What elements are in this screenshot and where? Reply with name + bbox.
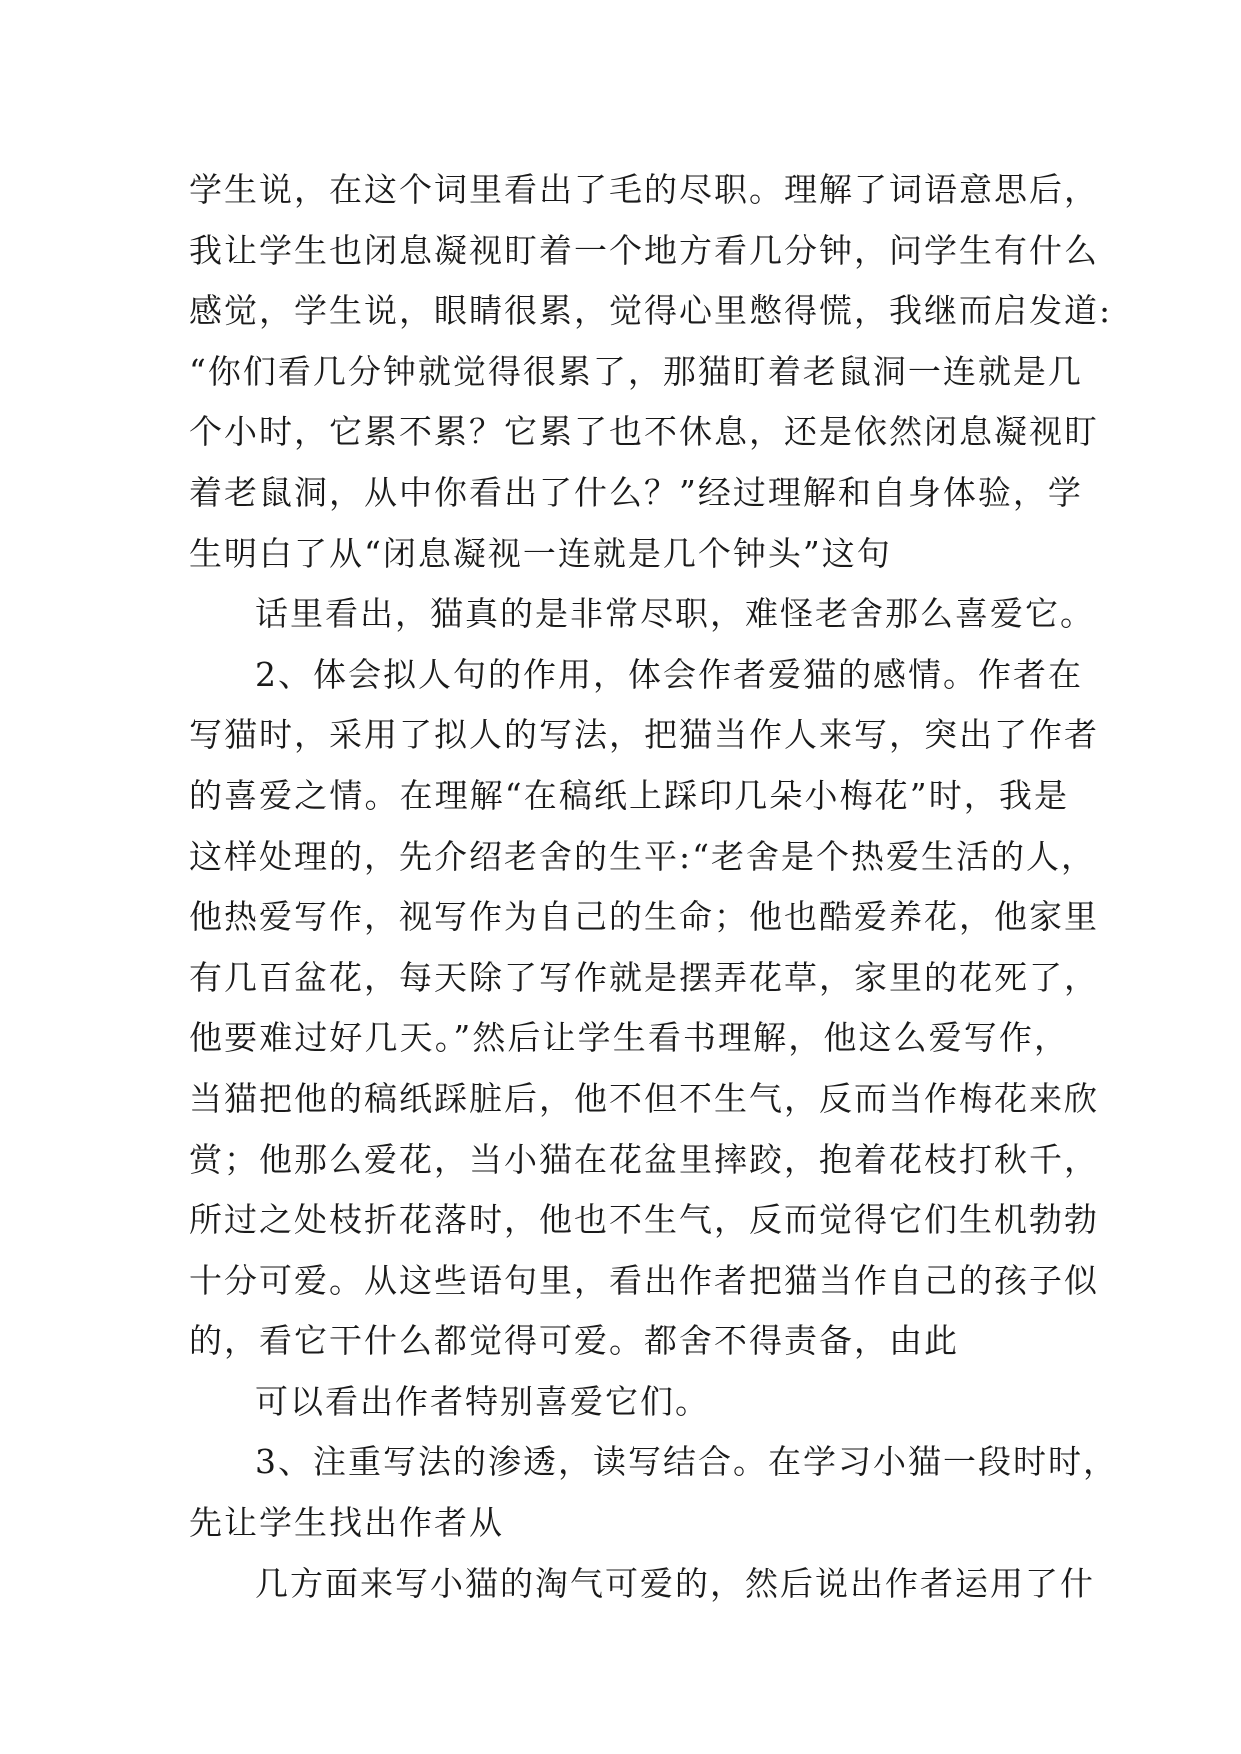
body-text (189, 160, 1118, 1614)
text-line: 的，看它干什么都觉得可爱。都舍不得责备，由此 (189, 1321, 959, 1361)
text-line: 感觉，学生说，眼睛很累，觉得心里憋得慌，我继而启发道: (189, 291, 1113, 331)
text-line: 他热爱写作，视写作为自己的生命；他也酷爱养花，他家里 (189, 897, 1099, 937)
text-line: 先让学生找出作者从 (189, 1503, 504, 1543)
text-line: 当猫把他的稿纸踩脏后，他不但不生气，反而当作梅花来欣 (189, 1078, 1099, 1118)
text-line: 2、体会拟人句的作用，体会作者爱猫的感情。作者在 (255, 654, 1083, 694)
text-line: 这样处理的，先介绍老舍的生平:“老舍是个热爱生活的人， (189, 836, 1096, 876)
text-line: 所过之处枝折花落时，他也不生气，反而觉得它们生机勃勃 (189, 1200, 1099, 1240)
text-line: 有几百盆花，每天除了写作就是摆弄花草，家里的花死了， (189, 957, 1099, 997)
text-line: 十分可爱。从这些语句里，看出作者把猫当作自己的孩子似 (189, 1260, 1099, 1300)
text-line: 着老鼠洞，从中你看出了什么？”经过理解和自身体验，学 (189, 472, 1083, 512)
text-line: 他要难过好几天。”然后让学生看书理解，他这么爱写作， (189, 1018, 1069, 1058)
text-line: 的喜爱之情。在理解“在稿纸上踩印几朵小梅花”时，我是 (189, 775, 1069, 815)
text-line: 写猫时，采用了拟人的写法，把猫当作人来写，突出了作者 (189, 715, 1099, 755)
text-line: 几方面来写小猫的淘气可爱的，然后说出作者运用了什 (255, 1563, 1095, 1603)
text-line: 赏；他那么爱花，当小猫在花盆里摔跤，抱着花枝打秋千， (189, 1139, 1099, 1179)
text-line: “你们看几分钟就觉得很累了，那猫盯着老鼠洞一连就是几 (189, 351, 1083, 391)
text-line: 可以看出作者特别喜爱它们。 (255, 1381, 710, 1421)
text-line: 生明白了从“闭息凝视一连就是几个钟头”这句 (189, 533, 892, 573)
text-line: 3、注重写法的渗透，读写结合。在学习小猫一段时时， (255, 1442, 1118, 1482)
text-line: 话里看出，猫真的是非常尽职，难怪老舍那么喜爱它。 (255, 594, 1095, 634)
text-line: 我让学生也闭息凝视盯着一个地方看几分钟，问学生有什么 (189, 230, 1099, 270)
text-line: 学生说，在这个词里看出了毛的尽职。理解了词语意思后， (189, 170, 1099, 209)
text-line: 个小时，它累不累？它累了也不休息，还是依然闭息凝视盯 (189, 412, 1099, 452)
